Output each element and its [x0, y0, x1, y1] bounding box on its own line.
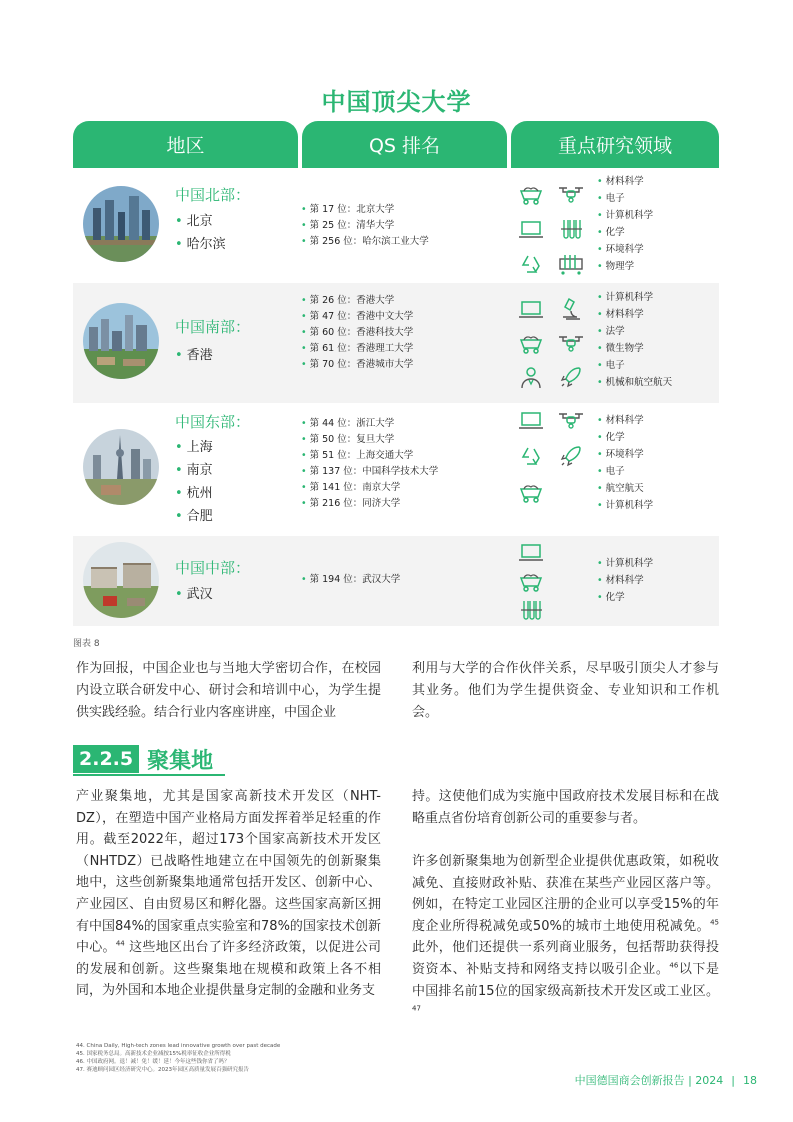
field-list	[597, 289, 672, 391]
city-item: • 杭州	[175, 482, 213, 505]
microscope-icon	[557, 295, 585, 323]
report-name: 中国德国商会创新报告 | 2024	[574, 1074, 724, 1087]
field-item: • 材料科学	[597, 572, 653, 589]
laptop-icon	[517, 538, 545, 566]
field-item: • 环境科学	[597, 241, 653, 258]
figure-caption: 图表 8	[73, 639, 100, 649]
mining-cart-icon	[517, 478, 545, 506]
paragraph-text: 这些地区出台了许多经济政策，以促进公司的发展和创新。这些聚集地在规模和政策上各不相同，为外国和本地企业提供量身定制的金融和业务支	[76, 940, 381, 999]
city-item: • 香港	[175, 344, 213, 367]
field-item: • 电子	[597, 190, 653, 207]
paragraph	[412, 851, 719, 1024]
laptop-icon	[517, 406, 545, 434]
footnote-ref[interactable]: 44	[115, 939, 125, 948]
city-item: • 上海	[175, 436, 213, 459]
city-item: • 合肥	[175, 505, 213, 528]
university-list	[301, 416, 438, 512]
city-list	[175, 344, 213, 367]
field-item: • 航空航天	[597, 480, 653, 497]
city-list	[175, 583, 213, 606]
section-title: 聚集地	[147, 748, 214, 774]
city-list	[175, 436, 213, 528]
city-item: • 南京	[175, 459, 213, 482]
field-item: • 化学	[597, 224, 653, 241]
university-item: • 第 26 位：香港大学	[301, 293, 413, 309]
paragraph: 持。这使他们成为实施中国政府技术发展目标和在战略重点省份培育创新公司的重要参与者。	[412, 789, 719, 826]
city-photo	[83, 303, 159, 379]
footnote: 46. 中国政府网。退！减！免！缓！延！今年这些钱你省了吗？	[76, 1059, 230, 1065]
university-item: • 第 256 位：哈尔滨工业大学	[301, 234, 429, 250]
city-item: • 北京	[175, 210, 226, 233]
university-item: • 第 50 位：复旦大学	[301, 432, 438, 448]
table-row	[73, 168, 719, 280]
university-item: • 第 194 位：武汉大学	[301, 572, 400, 588]
paragraph-text: 产业聚集地，尤其是国家高新技术开发区（NHT-DZ），在塑造中国产业格局方面发挥着举足轻重的作用。截至2022年，超过173个国家高新技术开发区（NHTDZ）已战略性地建立在中国领先的创新聚集地中，这些创新聚集地通常包括开发区、创新中心、产业园区、自由贸易区和孵化器。这些国家高新区拥有中国84%的国家重点实验室和78%的国家技术创新中心。	[76, 789, 381, 956]
university-item: • 第 70 位：香港城市大学	[301, 357, 413, 373]
page-number: 18	[743, 1074, 757, 1087]
field-item: • 化学	[597, 589, 653, 606]
field-list	[597, 173, 653, 275]
paragraph	[76, 786, 381, 1002]
university-item: • 第 61 位：香港理工大学	[301, 341, 413, 357]
university-item: • 第 44 位：浙江大学	[301, 416, 438, 432]
university-item: • 第 17 位：北京大学	[301, 202, 429, 218]
region-title: 中国北部：	[175, 186, 251, 204]
table-row	[73, 283, 719, 403]
region-title: 中国南部：	[175, 318, 251, 336]
university-item: • 第 216 位：同济大学	[301, 496, 438, 512]
recycle-icon	[517, 442, 545, 470]
page-title: 中国顶尖大学	[321, 88, 472, 116]
laptop-icon	[517, 295, 545, 323]
field-item: • 计算机科学	[597, 207, 653, 224]
city-item: • 哈尔滨	[175, 233, 226, 256]
university-item: • 第 47 位：香港中文大学	[301, 309, 413, 325]
university-list	[301, 202, 429, 250]
field-item: • 电子	[597, 357, 672, 374]
field-item: • 计算机科学	[597, 555, 653, 572]
university-item: • 第 25 位：清华大学	[301, 218, 429, 234]
footnote: 47. 赛迪顾问园区经济研究中心。2023年园区高质量发展百强研究报告	[76, 1067, 249, 1073]
footnote-ref[interactable]: 46	[669, 961, 679, 970]
section-underline	[73, 774, 225, 776]
header-qs-rank: QS 排名	[302, 121, 507, 168]
region-title: 中国东部：	[175, 413, 251, 431]
footnotes	[76, 1042, 280, 1074]
field-item: • 计算机科学	[597, 289, 672, 306]
footnote-ref[interactable]: 47	[412, 1004, 421, 1013]
field-item: • 机械和航空航天	[597, 374, 672, 391]
paragraph-text: 此外，他们还提供一系列商业服务，包括帮助获得投资资本、补贴支持和网络支持以吸引企业。	[412, 940, 719, 977]
field-item: • 法学	[597, 323, 672, 340]
section-number: 2.2.5	[73, 745, 139, 773]
field-item: • 电子	[597, 463, 653, 480]
city-photo	[83, 542, 159, 618]
field-item: • 化学	[597, 429, 653, 446]
drone-icon	[557, 329, 585, 357]
drone-icon	[557, 180, 585, 208]
field-item: • 环境科学	[597, 446, 653, 463]
field-item: • 材料科学	[597, 412, 653, 429]
field-item: • 计算机科学	[597, 497, 653, 514]
field-item: • 材料科学	[597, 173, 653, 190]
region-title: 中国中部：	[175, 559, 251, 577]
test-tubes-icon	[557, 215, 585, 243]
field-item: • 微生物学	[597, 340, 672, 357]
university-item: • 第 137 位：中国科学技术大学	[301, 464, 438, 480]
section-heading	[73, 745, 213, 773]
city-item: • 武汉	[175, 583, 213, 606]
field-item: • 材料科学	[597, 306, 672, 323]
lawyer-icon	[517, 363, 545, 391]
paragraph: 作为回报，中国企业也与当地大学密切合作，在校园内设立联合研发中心、研讨会和培训中心，为学生提供实践经验。结合行业内客座讲座，中国企业	[76, 661, 381, 720]
table-row	[73, 536, 719, 626]
rocket-icon	[557, 442, 585, 470]
field-list	[597, 412, 653, 514]
university-list	[301, 293, 413, 373]
rocket-icon	[557, 363, 585, 391]
footnote: 44. China Daily, High-tech zones lead innovative growth over past decade	[76, 1043, 281, 1049]
paragraph: 利用与大学的合作伙伴关系，尽早吸引顶尖人才参与其业务。他们为学生提供资金、专业知识和工作机会。	[412, 661, 719, 720]
page-footer	[575, 1072, 757, 1088]
city-photo	[83, 186, 159, 262]
footnote: 45. 国家税务总局。高新技术企业减按15%税率征收企业所得税	[76, 1051, 231, 1057]
university-item: • 第 60 位：香港科技大学	[301, 325, 413, 341]
field-list	[597, 555, 653, 606]
city-list	[175, 210, 226, 256]
laptop-icon	[517, 215, 545, 243]
city-photo	[83, 429, 159, 505]
paragraph-text: 以下是中国排名前15位的国家级高新技术开发区或工业区。	[412, 961, 719, 999]
recycle-icon	[517, 250, 545, 278]
university-list	[301, 572, 400, 588]
lab-rack-icon	[557, 250, 585, 278]
university-item: • 第 141 位：南京大学	[301, 480, 438, 496]
header-research-fields: 重点研究领域	[511, 121, 719, 168]
paragraph-text: 许多创新聚集地为创新型企业提供优惠政策，如税收减免、直接财政补贴、获准在某些产业园区落户等。例如，在特定工业园区注册的企业可以享受15%的年度企业所得税减免或50%的城市土地使用税减免。	[412, 854, 719, 934]
university-item: • 第 51 位：上海交通大学	[301, 448, 438, 464]
mining-cart-icon	[517, 180, 545, 208]
field-item: • 物理学	[597, 258, 653, 275]
header-region: 地区	[73, 121, 298, 168]
mining-cart-icon	[517, 329, 545, 357]
mining-cart-icon	[517, 567, 545, 595]
footnote-ref[interactable]: 45	[710, 918, 719, 927]
table-row	[73, 405, 719, 533]
test-tubes-icon	[517, 596, 545, 624]
footer-separator: |	[731, 1074, 735, 1087]
drone-icon	[557, 406, 585, 434]
